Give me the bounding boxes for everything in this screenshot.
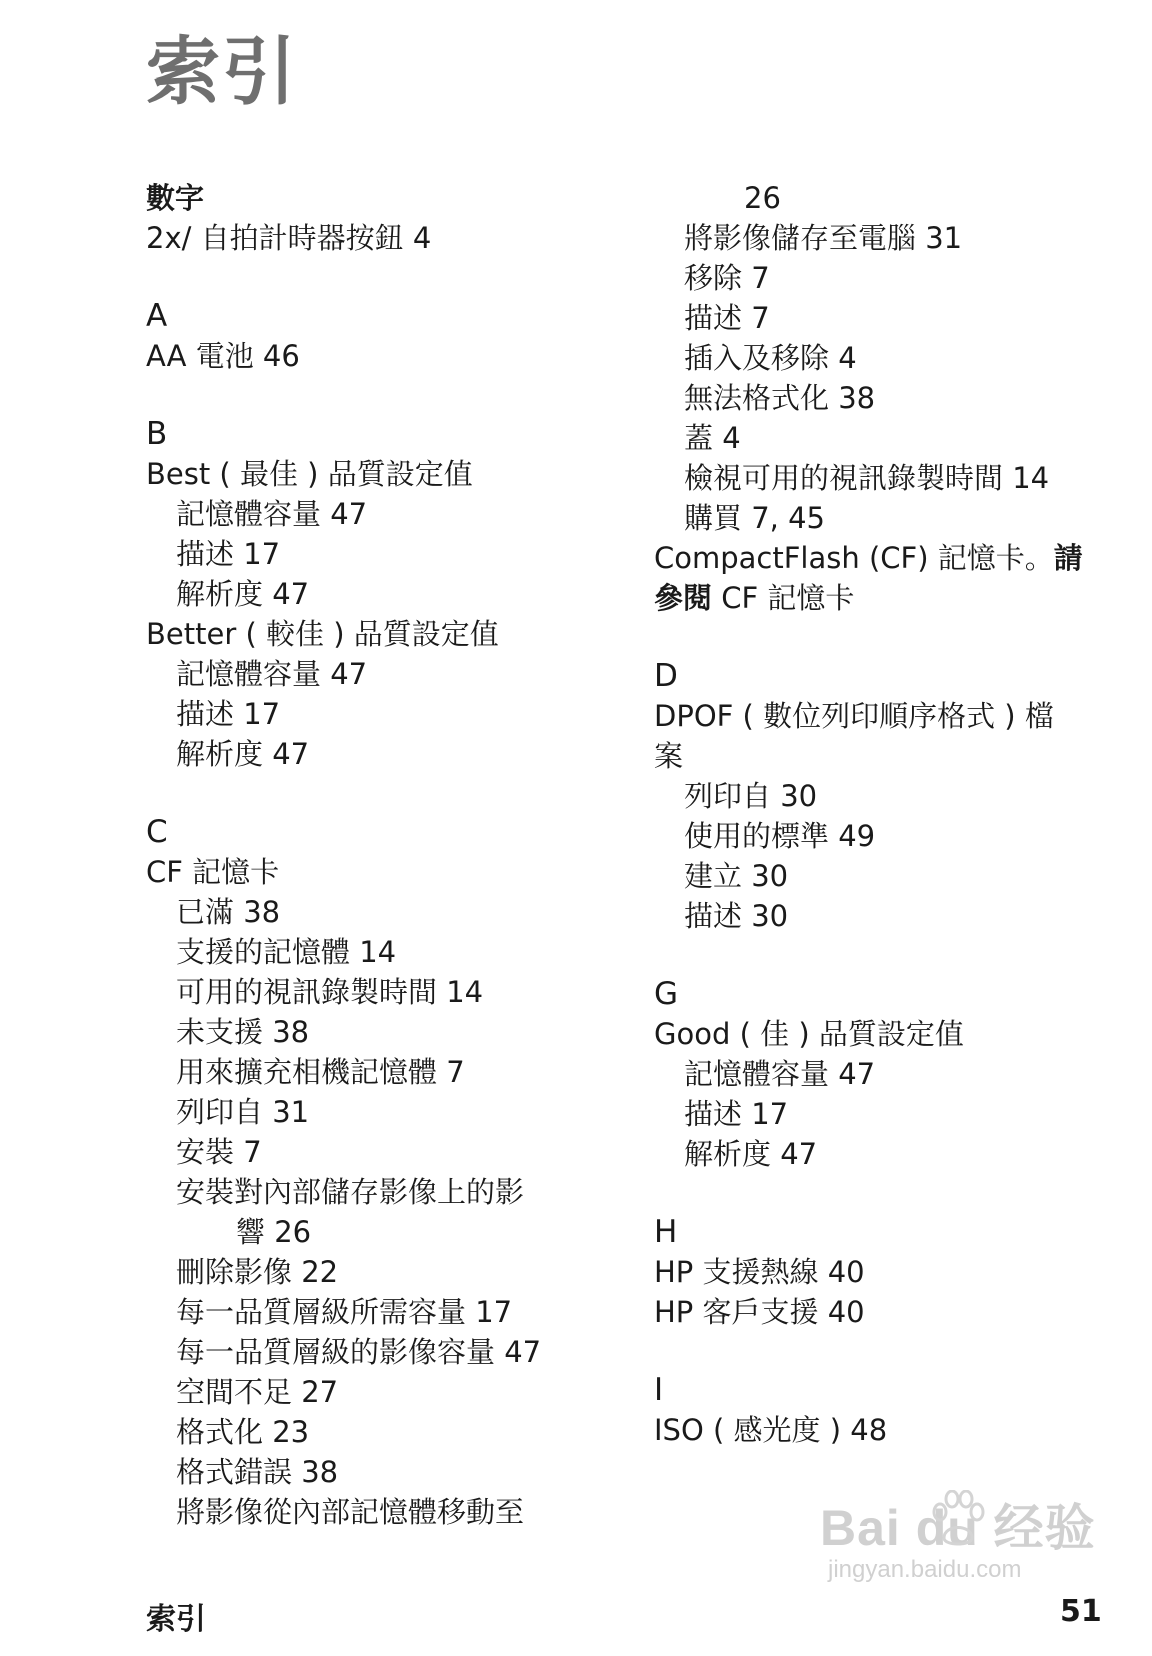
entry-text: 描述 17 bbox=[684, 1097, 789, 1131]
entry-text: 用來擴充相機記憶體 7 bbox=[176, 1055, 465, 1089]
entry-text: 記憶體容量 47 bbox=[176, 657, 368, 691]
index-subentry bbox=[146, 1412, 616, 1452]
entry-text: 空間不足 27 bbox=[176, 1375, 339, 1409]
section-gap bbox=[654, 1174, 1104, 1212]
entry-text: 無法格式化 38 bbox=[684, 381, 876, 415]
entry-text: G bbox=[654, 976, 679, 1012]
index-entry bbox=[654, 1410, 1104, 1450]
index-section-heading bbox=[654, 1370, 1104, 1410]
index-section-heading bbox=[146, 812, 616, 852]
entry-text: 建立 30 bbox=[684, 859, 789, 893]
index-subentry bbox=[654, 1134, 1104, 1174]
entry-text: C bbox=[146, 814, 168, 850]
entry-text: ISO ( 感光度 ) 48 bbox=[654, 1413, 888, 1447]
section-gap bbox=[654, 618, 1104, 656]
entry-text: 數字 bbox=[146, 181, 205, 215]
index-section-heading bbox=[654, 1212, 1104, 1252]
section-gap bbox=[146, 258, 616, 296]
section-gap bbox=[654, 936, 1104, 974]
index-column-left bbox=[146, 178, 616, 1532]
index-entry bbox=[654, 736, 1104, 776]
index-subentry bbox=[146, 1052, 616, 1092]
watermark-url: jingyan.baidu.com bbox=[828, 1556, 1022, 1583]
index-subentry bbox=[654, 1054, 1104, 1094]
index-entry bbox=[654, 538, 1104, 578]
index-subentry bbox=[146, 654, 616, 694]
entry-text: AA 電池 46 bbox=[146, 339, 300, 373]
index-subentry bbox=[146, 932, 616, 972]
entry-text: H bbox=[654, 1214, 678, 1250]
index-entry bbox=[146, 218, 616, 258]
index-subentry bbox=[654, 338, 1104, 378]
index-subentry bbox=[654, 218, 1104, 258]
index-subentry bbox=[146, 1012, 616, 1052]
entry-text: 解析度 47 bbox=[684, 1137, 818, 1171]
entry-text: 刪除影像 22 bbox=[176, 1255, 339, 1289]
index-subentry bbox=[654, 816, 1104, 856]
entry-text: 支援的記憶體 14 bbox=[176, 935, 397, 969]
entry-text: Best ( 最佳 ) 品質設定值 bbox=[146, 457, 473, 491]
entry-text: 響 26 bbox=[236, 1215, 312, 1249]
entry-text: 將影像從內部記憶體移動至 bbox=[176, 1495, 525, 1529]
index-entry bbox=[146, 454, 616, 494]
entry-text: Good ( 佳 ) 品質設定值 bbox=[654, 1017, 964, 1051]
entry-text: CF 記憶卡 bbox=[146, 855, 280, 889]
watermark-brand: Bai du 经验 bbox=[820, 1500, 1096, 1556]
index-subentry bbox=[146, 892, 616, 932]
entry-text: 未支援 38 bbox=[176, 1015, 310, 1049]
entry-text: 案 bbox=[654, 739, 684, 773]
entry-text: D bbox=[654, 658, 678, 694]
entry-text: 檢視可用的視訊錄製時間 14 bbox=[684, 461, 1050, 495]
entry-text: 解析度 47 bbox=[176, 577, 310, 611]
index-subentry bbox=[146, 1252, 616, 1292]
index-subentry bbox=[654, 896, 1104, 936]
index-subentry bbox=[146, 1492, 616, 1532]
entry-text: CompactFlash (CF) 記憶卡。 bbox=[654, 541, 1054, 575]
entry-text: 描述 30 bbox=[684, 899, 789, 933]
index-subentry bbox=[146, 1332, 616, 1372]
index-subentry bbox=[146, 694, 616, 734]
entry-text: 使用的標準 49 bbox=[684, 819, 876, 853]
entry-text: 格式化 23 bbox=[176, 1415, 310, 1449]
entry-text: 解析度 47 bbox=[176, 737, 310, 771]
index-subentry bbox=[146, 534, 616, 574]
footer-page-number: 51 bbox=[1060, 1594, 1102, 1629]
index-entry bbox=[654, 1292, 1104, 1332]
section-gap bbox=[654, 1332, 1104, 1370]
index-entry bbox=[654, 696, 1104, 736]
index-entry bbox=[146, 614, 616, 654]
index-subentry bbox=[654, 856, 1104, 896]
see-reference: 參閱 bbox=[654, 581, 713, 615]
entry-text: 26 bbox=[744, 181, 781, 215]
entry-text: HP 支援熱線 40 bbox=[654, 1255, 865, 1289]
section-gap bbox=[146, 376, 616, 414]
entry-text: DPOF ( 數位列印順序格式 ) 檔 bbox=[654, 699, 1054, 733]
see-reference: 請 bbox=[1053, 541, 1083, 575]
page-title: 索引 bbox=[146, 29, 298, 115]
entry-text: 移除 7 bbox=[684, 261, 770, 295]
index-subentry bbox=[146, 1372, 616, 1412]
entry-text: 插入及移除 4 bbox=[684, 341, 857, 375]
index-subentry bbox=[146, 574, 616, 614]
entry-text: 2x/ 自拍計時器按鈕 4 bbox=[146, 221, 432, 255]
entry-text: A bbox=[146, 298, 168, 334]
index-entry bbox=[654, 1014, 1104, 1054]
entry-text: B bbox=[146, 416, 168, 452]
entry-text: 記憶體容量 47 bbox=[176, 497, 368, 531]
paw-icon bbox=[930, 1490, 986, 1550]
entry-text: 格式錯誤 38 bbox=[176, 1455, 339, 1489]
entry-text: 描述 17 bbox=[176, 537, 281, 571]
index-subentry bbox=[146, 734, 616, 774]
entry-text: 每一品質層級的影像容量 47 bbox=[176, 1335, 542, 1369]
index-subentry bbox=[654, 178, 1104, 218]
entry-text: HP 客戶支援 40 bbox=[654, 1295, 865, 1329]
entry-text: 已滿 38 bbox=[176, 895, 281, 929]
index-subentry bbox=[146, 1172, 616, 1212]
index-subentry bbox=[146, 494, 616, 534]
entry-text: 描述 17 bbox=[176, 697, 281, 731]
index-subentry bbox=[654, 776, 1104, 816]
entry-text: Better ( 較佳 ) 品質設定值 bbox=[146, 617, 499, 651]
index-section-heading bbox=[146, 178, 616, 218]
index-entry bbox=[654, 578, 1104, 618]
entry-text: I bbox=[654, 1372, 664, 1408]
entry-text: 安裝對內部儲存影像上的影 bbox=[176, 1175, 525, 1209]
index-subentry bbox=[146, 972, 616, 1012]
index-subentry bbox=[654, 418, 1104, 458]
entry-text: 每一品質層級所需容量 17 bbox=[176, 1295, 513, 1329]
index-section-heading bbox=[654, 656, 1104, 696]
entry-text: 列印自 30 bbox=[684, 779, 818, 813]
entry-text: 將影像儲存至電腦 31 bbox=[684, 221, 963, 255]
index-section-heading bbox=[654, 974, 1104, 1014]
index-subentry bbox=[654, 298, 1104, 338]
index-subentry bbox=[146, 1132, 616, 1172]
entry-text: 描述 7 bbox=[684, 301, 770, 335]
index-column-right bbox=[654, 178, 1104, 1450]
section-gap bbox=[146, 774, 616, 812]
index-subentry bbox=[146, 1292, 616, 1332]
index-entry bbox=[146, 852, 616, 892]
entry-text: 蓋 4 bbox=[684, 421, 741, 455]
index-section-heading bbox=[146, 414, 616, 454]
entry-text: 列印自 31 bbox=[176, 1095, 310, 1129]
entry-text: CF 記憶卡 bbox=[721, 581, 855, 615]
index-subentry bbox=[654, 258, 1104, 298]
footer-section-label: 索引 bbox=[146, 1602, 206, 1637]
entry-text: 購買 7, 45 bbox=[684, 501, 826, 535]
index-entry bbox=[654, 1252, 1104, 1292]
index-entry bbox=[146, 336, 616, 376]
index-section-heading bbox=[146, 296, 616, 336]
index-subentry bbox=[654, 1094, 1104, 1134]
entry-text: 安裝 7 bbox=[176, 1135, 262, 1169]
index-subentry bbox=[146, 1452, 616, 1492]
entry-text: 可用的視訊錄製時間 14 bbox=[176, 975, 484, 1009]
index-subentry bbox=[146, 1212, 616, 1252]
index-subentry bbox=[654, 498, 1104, 538]
entry-text: 記憶體容量 47 bbox=[684, 1057, 876, 1091]
index-subentry bbox=[654, 378, 1104, 418]
index-subentry bbox=[654, 458, 1104, 498]
index-subentry bbox=[146, 1092, 616, 1132]
